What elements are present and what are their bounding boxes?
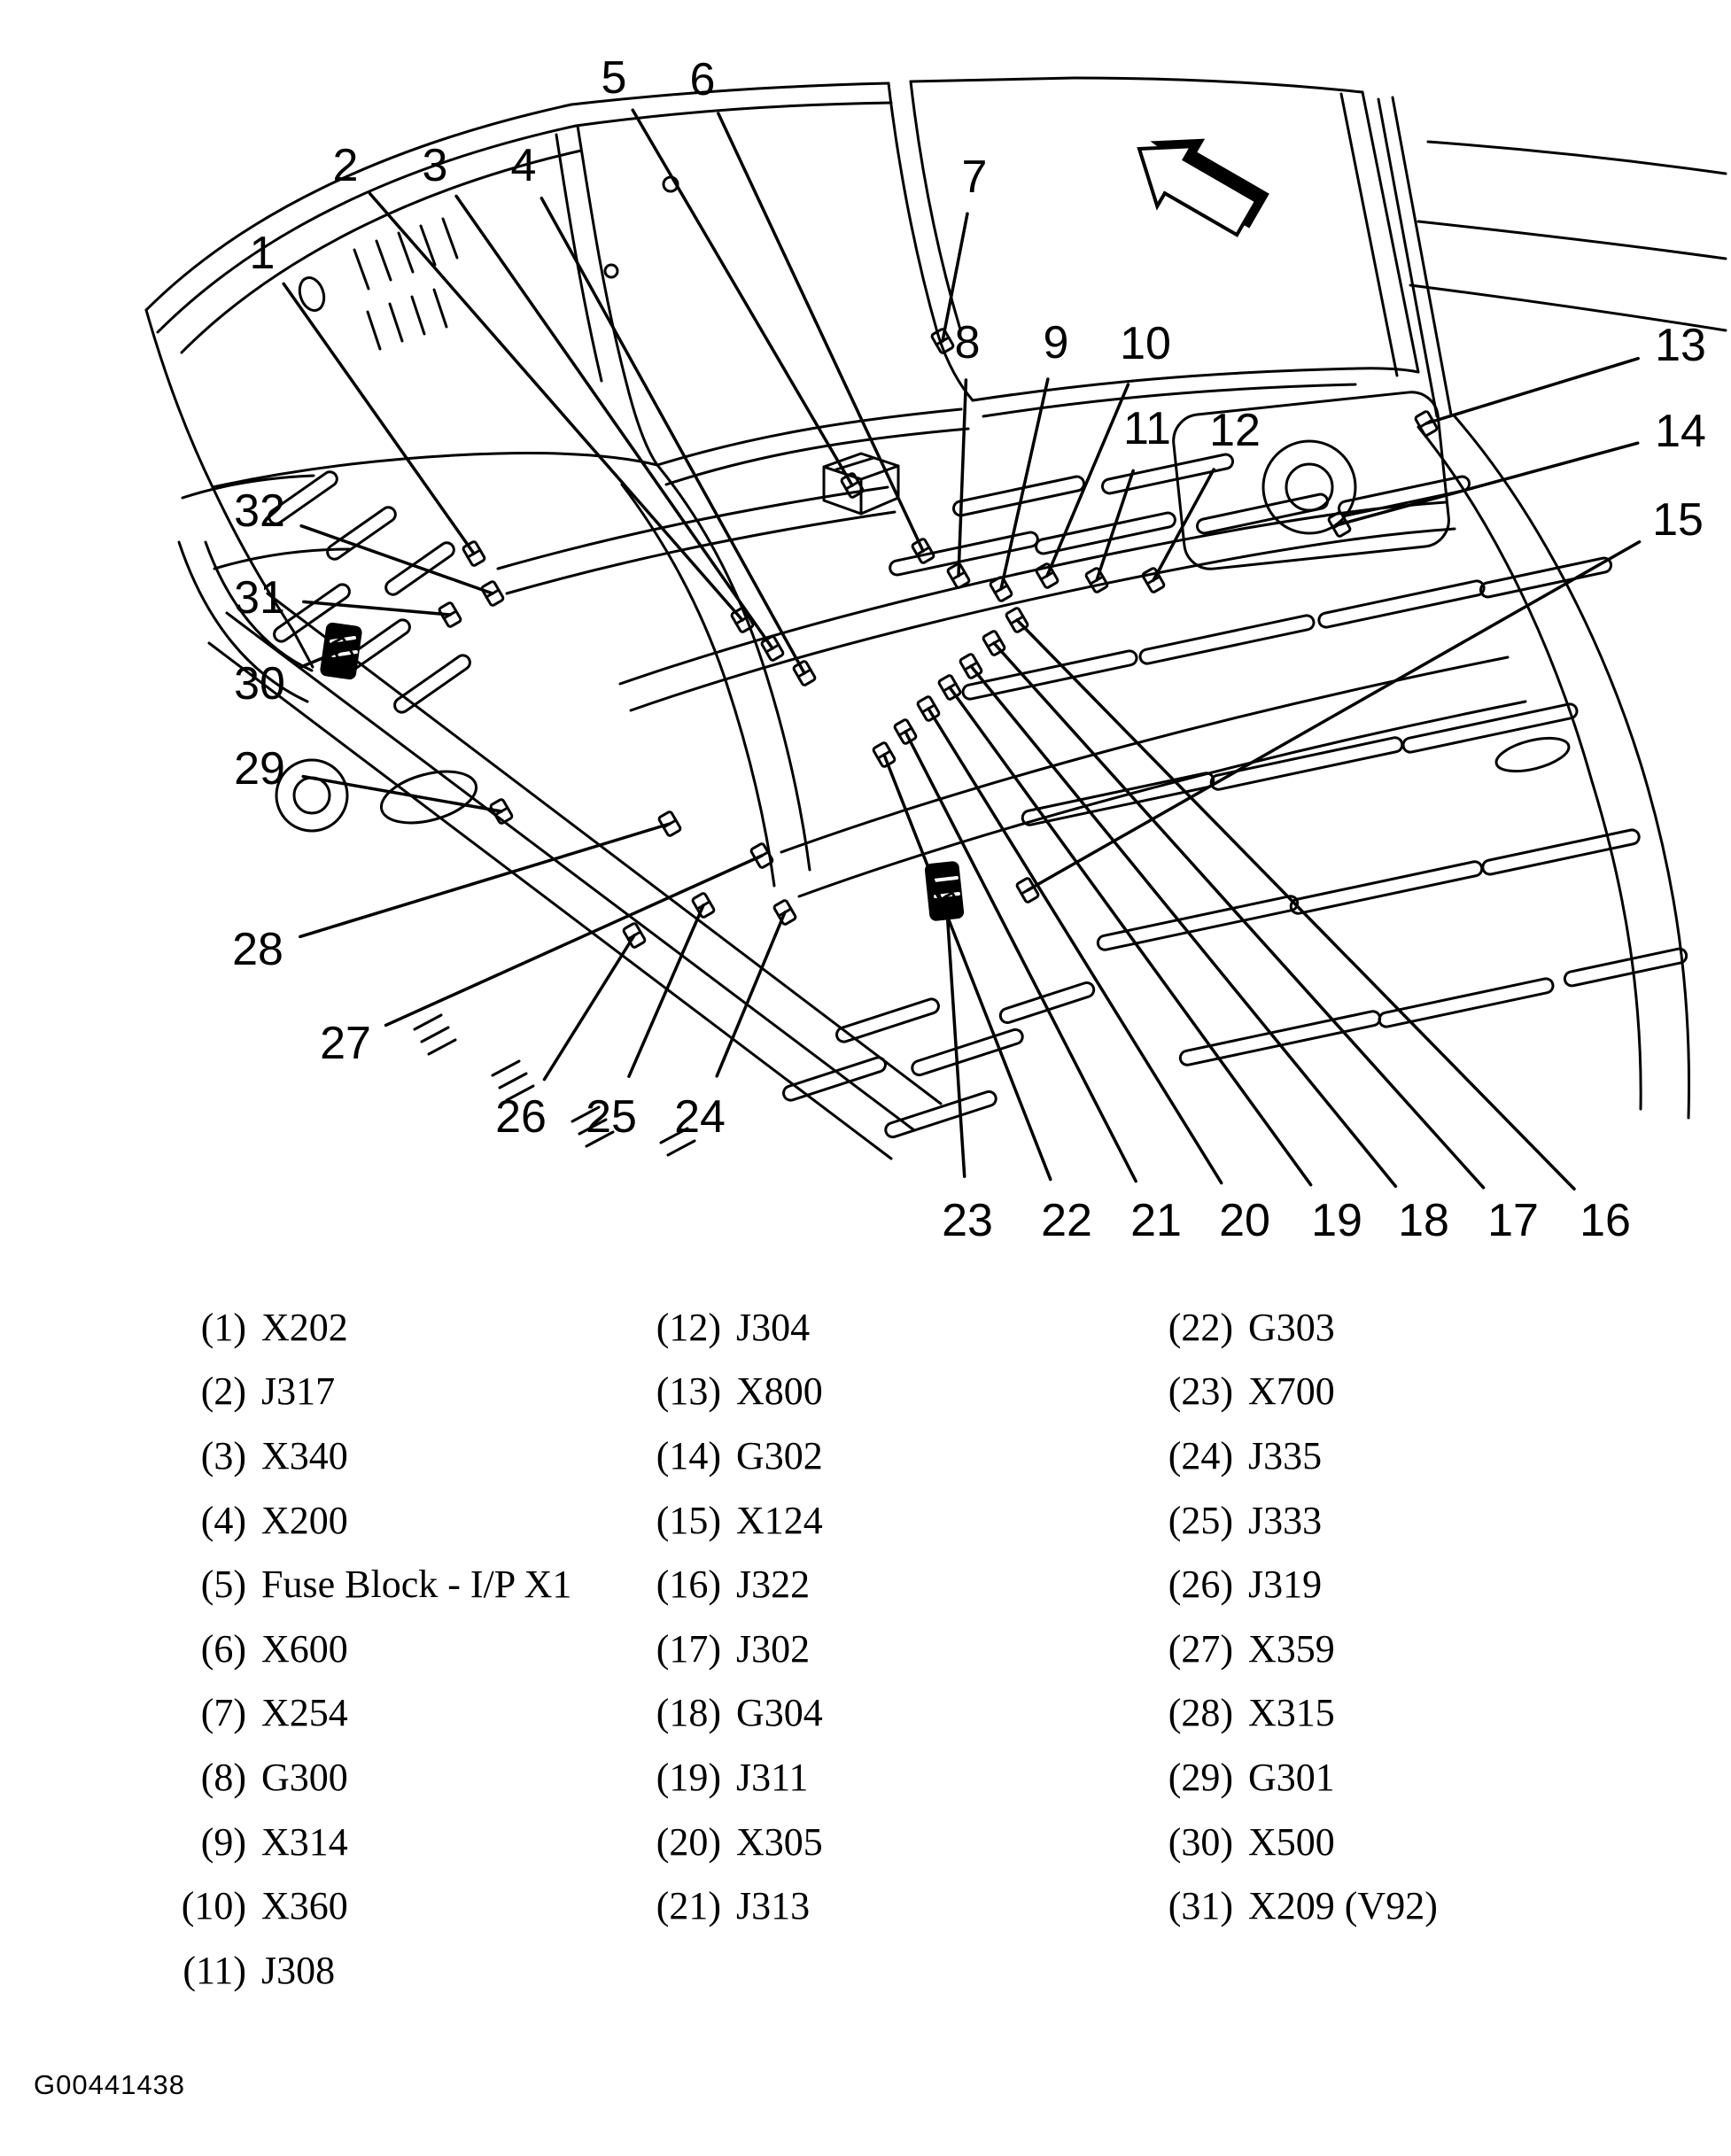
legend-column-1	[142, 1295, 571, 2003]
callout-7: 7	[961, 151, 988, 203]
legend-entry	[142, 1552, 571, 1617]
legend-entry	[142, 1873, 571, 1938]
fuse-block-icon	[824, 454, 898, 514]
legend-entry-number: (18)	[656, 1691, 721, 1735]
callout-22: 22	[1041, 1195, 1092, 1246]
legend-entry-number: (9)	[200, 1819, 246, 1864]
legend-entry-number: (24)	[1168, 1433, 1233, 1477]
legend-entry-label: G304	[736, 1691, 823, 1735]
legend-entry	[1127, 1810, 1438, 1874]
callout-20: 20	[1219, 1195, 1270, 1246]
legend-entry-label: J333	[1248, 1498, 1323, 1542]
legend-entry-label: J311	[736, 1755, 809, 1799]
legend-entry-label: X305	[736, 1819, 823, 1864]
legend-entry-number: (14)	[656, 1433, 721, 1477]
leader-lines	[283, 110, 1639, 1189]
legend-entry-number: (8)	[200, 1755, 246, 1799]
legend-entry	[609, 1295, 823, 1360]
leader-line-3	[456, 196, 772, 648]
legend-entry-label: J304	[736, 1305, 811, 1349]
legend-entry-label: J319	[1248, 1563, 1323, 1607]
legend-column-2	[609, 1295, 823, 1938]
legend-entry	[142, 1423, 571, 1488]
leader-line-13	[1426, 359, 1638, 423]
cowl-vents	[296, 177, 678, 349]
callout-14: 14	[1655, 406, 1706, 457]
callout-6: 6	[689, 54, 716, 105]
connector-marker-9	[990, 577, 1013, 602]
legend-entry	[1127, 1617, 1438, 1681]
legend-entry-label: J302	[736, 1626, 811, 1671]
legend-entry	[609, 1552, 823, 1617]
legend-entry-label: X200	[261, 1498, 348, 1542]
callout-3: 3	[422, 140, 448, 191]
floor-structure	[179, 465, 1525, 1159]
callout-5: 5	[601, 52, 627, 104]
legend-entry-number: (31)	[1168, 1884, 1233, 1928]
figure-code: G00441438	[34, 2069, 186, 2100]
legend-entry	[1127, 1295, 1438, 1360]
connector-marker-27	[750, 843, 773, 869]
legend-entry-number: (17)	[656, 1626, 721, 1671]
callout-16: 16	[1580, 1195, 1631, 1246]
sill-hardware	[415, 1015, 695, 1155]
connector-marker-32	[481, 581, 504, 607]
connector-marker-21	[894, 719, 917, 745]
legend-entry	[1127, 1360, 1438, 1424]
floor-slots	[267, 469, 1096, 1139]
leader-line-15	[1028, 542, 1640, 890]
callout-19: 19	[1311, 1195, 1362, 1246]
connector-marker-24	[773, 900, 796, 926]
legend-entry	[1127, 1552, 1438, 1617]
callout-1: 1	[249, 228, 276, 279]
legend-entry-number: (5)	[200, 1563, 246, 1607]
connector-marker-31	[439, 602, 462, 628]
legend-entry	[142, 1488, 571, 1553]
leader-line-27	[386, 856, 762, 1025]
legend-entry-number: (19)	[656, 1755, 721, 1799]
legend-entry-number: (12)	[656, 1305, 721, 1349]
legend-entry	[1127, 1488, 1438, 1553]
legend-entry	[609, 1360, 823, 1424]
callout-2: 2	[332, 140, 359, 191]
callout-numbers	[232, 52, 1706, 1246]
legend-entry	[1127, 1745, 1438, 1810]
callout-10: 10	[1120, 318, 1171, 369]
legend-entry	[1127, 1423, 1438, 1488]
callout-24: 24	[674, 1091, 726, 1143]
callout-4: 4	[510, 140, 537, 191]
legend-entry-number: (26)	[1168, 1563, 1233, 1607]
legend-entry-label: J317	[261, 1369, 336, 1414]
legend-entry-label: X124	[736, 1498, 823, 1542]
callout-31: 31	[234, 572, 285, 624]
callout-15: 15	[1652, 494, 1704, 546]
legend-entry	[142, 1295, 571, 1360]
callout-30: 30	[234, 658, 285, 710]
connector-marker-4	[793, 661, 816, 686]
connector-marker-1	[462, 541, 485, 567]
legend-entry-number: (2)	[200, 1369, 246, 1414]
legend-entry-number: (23)	[1168, 1369, 1233, 1414]
legend-entry-number: (10)	[181, 1884, 246, 1928]
legend-entry-label: X800	[736, 1369, 823, 1414]
callout-9: 9	[1043, 317, 1069, 368]
callout-12: 12	[1209, 405, 1261, 456]
legend-entry	[1127, 1681, 1438, 1746]
connector-marker-20	[917, 696, 940, 722]
legend-entry-number: (27)	[1168, 1626, 1233, 1671]
legend-entry-number: (4)	[200, 1498, 246, 1542]
legend-entry-number: (22)	[1168, 1305, 1233, 1349]
callout-8: 8	[954, 317, 981, 368]
legend-entry	[142, 1938, 571, 2003]
legend-entry-label: X209 (V92)	[1248, 1884, 1438, 1928]
legend-entry-number: (21)	[656, 1884, 721, 1928]
connector-marker-28	[658, 811, 681, 837]
legend-entry-label: X500	[1248, 1819, 1335, 1864]
legend-entry-number: (1)	[200, 1305, 246, 1349]
leader-line-14	[1339, 443, 1638, 524]
connector-marker-17	[982, 631, 1005, 656]
connector-marker-19	[938, 675, 961, 701]
connector-marker-13	[1415, 411, 1438, 437]
legend-entry	[609, 1745, 823, 1810]
legend-entry	[609, 1488, 823, 1553]
callout-27: 27	[320, 1018, 371, 1069]
legend-entry-number: (25)	[1168, 1498, 1233, 1542]
legend-entry	[142, 1745, 571, 1810]
leader-line-21	[905, 732, 1136, 1182]
legend-entry-label: G301	[1248, 1755, 1335, 1799]
legend-entry-number: (11)	[182, 1948, 246, 1992]
legend-entry-label: X202	[261, 1305, 348, 1349]
legend-entry-label: G303	[1248, 1305, 1335, 1349]
legend-entry-label: X314	[261, 1819, 348, 1864]
legend-entry-label: X360	[261, 1884, 348, 1928]
callout-25: 25	[586, 1091, 637, 1143]
legend-entry-number: (3)	[200, 1433, 246, 1477]
legend-entry-label: X315	[1248, 1691, 1335, 1735]
legend-entry-number: (7)	[200, 1691, 246, 1735]
legend-entry	[142, 1360, 571, 1424]
callout-23: 23	[942, 1195, 993, 1246]
legend-entry-label: G302	[736, 1433, 823, 1477]
legend-entry-number: (15)	[656, 1498, 721, 1542]
legend-entry-label: X340	[261, 1433, 348, 1477]
legend-entry-label: X254	[261, 1691, 348, 1735]
callout-26: 26	[495, 1091, 547, 1143]
legend-entry	[609, 1810, 823, 1874]
legend-entry-label: G300	[261, 1755, 348, 1799]
callout-11: 11	[1123, 403, 1171, 454]
connector-marker-16	[1005, 608, 1029, 633]
legend-entry-number: (13)	[656, 1369, 721, 1414]
legend-entry-number: (20)	[656, 1819, 721, 1864]
rear-floor-ribs	[889, 454, 1688, 1066]
callout-17: 17	[1487, 1195, 1539, 1246]
legend-entry-label: X359	[1248, 1626, 1335, 1671]
legend-entry	[609, 1423, 823, 1488]
callout-29: 29	[234, 743, 285, 795]
legend-entry-label: J313	[736, 1884, 811, 1928]
legend-entry	[142, 1810, 571, 1874]
connector-marker-3	[761, 636, 784, 662]
legend-entry	[609, 1617, 823, 1681]
legend-entry-label: J308	[261, 1948, 336, 1992]
connector-marker-22	[873, 742, 896, 768]
leader-line-28	[300, 824, 670, 936]
leader-line-6	[718, 113, 923, 551]
connector-marker-25	[692, 893, 715, 919]
legend-entry-number: (6)	[200, 1626, 246, 1671]
callout-13: 13	[1655, 320, 1706, 371]
legend-entry	[142, 1681, 571, 1746]
legend-entry	[609, 1873, 823, 1938]
legend-entry-number: (29)	[1168, 1755, 1233, 1799]
leader-line-16	[1017, 620, 1574, 1189]
callout-32: 32	[234, 485, 285, 537]
legend-entry-number: (16)	[656, 1563, 721, 1607]
legend-entry-label: J335	[1248, 1433, 1323, 1477]
connector-marker-11	[1085, 568, 1108, 593]
legend-entry	[1127, 1873, 1438, 1938]
legend-entry-number: (30)	[1168, 1819, 1233, 1864]
callout-28: 28	[232, 924, 283, 975]
legend-entry-label: X600	[261, 1626, 348, 1671]
legend-entry	[609, 1681, 823, 1746]
callout-21: 21	[1130, 1195, 1182, 1246]
callout-18: 18	[1398, 1195, 1449, 1246]
connector-marker-18	[959, 654, 982, 679]
legend-entry-number: (28)	[1168, 1691, 1233, 1735]
connector-marker-6	[912, 539, 935, 564]
legend-entry-label: J322	[736, 1563, 811, 1607]
legend-entry	[142, 1617, 571, 1681]
leader-line-26	[544, 935, 634, 1080]
leader-line-32	[301, 526, 493, 593]
front-direction-arrow-icon	[1119, 113, 1277, 252]
legend-column-3	[1127, 1295, 1438, 1938]
legend-entry-label: Fuse Block - I/P X1	[261, 1563, 572, 1607]
legend-entry-label: X700	[1248, 1369, 1335, 1414]
